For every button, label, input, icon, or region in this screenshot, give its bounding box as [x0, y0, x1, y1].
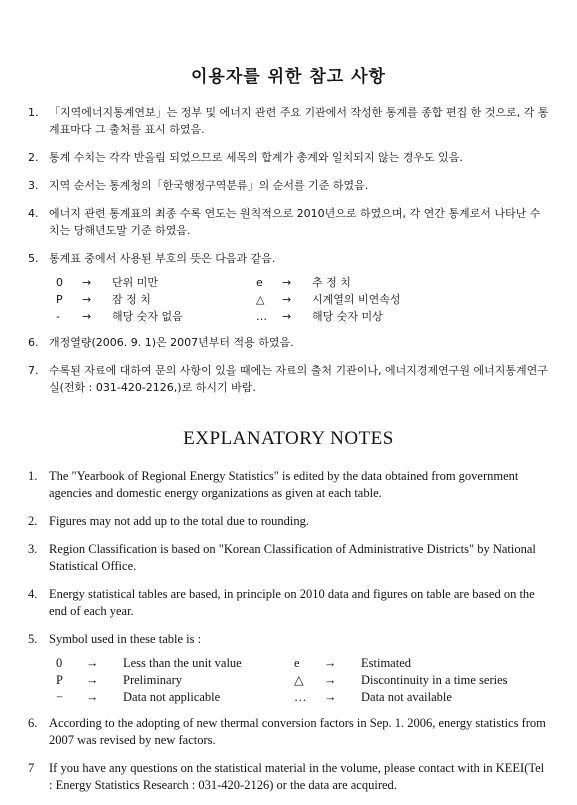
- symbol-meaning: 단위 미만: [112, 276, 159, 289]
- english-note-3: [28, 541, 550, 575]
- english-note-4: [28, 586, 550, 620]
- symbol-meaning: Data not available: [361, 690, 452, 704]
- english-symbol-table: [56, 655, 508, 706]
- note-number: 6.: [28, 716, 38, 730]
- symbol-row: [56, 689, 508, 706]
- arrow: →: [86, 673, 99, 687]
- note-text: 통계표 중에서 사용된 부호의 뜻은 다음과 같음.: [49, 252, 276, 265]
- symbol-meaning: Preliminary: [123, 673, 183, 687]
- symbol-row: [56, 672, 508, 689]
- note-text: Energy statistical tables are based, in principle on 2010 data and figures on table are based on the end of each year.: [49, 587, 535, 618]
- symbol: …: [256, 310, 267, 323]
- note-text: 개정열량(2006. 9. 1)은 2007년부터 적용 하였음.: [49, 336, 294, 349]
- symbol-meaning: 해당 숫자 미상: [312, 310, 383, 323]
- korean-note-7: [28, 362, 550, 396]
- note-text: 지역 순서는 통계청의「한국행정구역분류」의 순서를 기준 하였음.: [49, 179, 369, 192]
- note-number: 4.: [28, 207, 39, 220]
- note-text: Region Classification is based on "Korean Classification of Administrative Districts" by National Statistical Office.: [49, 542, 536, 573]
- note-number: 4.: [28, 587, 38, 601]
- note-number: 7.: [28, 364, 39, 377]
- arrow: →: [282, 276, 292, 289]
- symbol-meaning: 잠 정 치: [112, 293, 151, 306]
- korean-note-5: [28, 250, 550, 267]
- note-text: 「지역에너지통계연보」는 정부 및 에너지 관련 주요 기관에서 작성한 통계를 종합 편집 한 것으로, 각 통계표마다 그 출처를 표시 하였음.: [49, 106, 549, 136]
- symbol: e: [294, 656, 300, 670]
- note-text: Figures may not add up to the total due to rounding.: [49, 514, 310, 528]
- note-number: 1.: [28, 106, 39, 119]
- note-text: 수록된 자료에 대하여 문의 사항이 있을 때에는 자료의 출처 기관이나, 에너지경제연구원 에너지통계연구실(전화 : 031-420-2126,)로 하시기 바람.: [49, 364, 548, 394]
- arrow: →: [82, 276, 92, 289]
- note-number: 2.: [28, 514, 38, 528]
- english-note-5: [28, 631, 550, 648]
- english-note-6: [28, 715, 550, 749]
- korean-note-1: [28, 104, 550, 138]
- korean-notes-list: [28, 104, 550, 407]
- symbol-meaning: 추 정 치: [312, 276, 351, 289]
- note-text: According to the adopting of new thermal conversion factors in Sep. 1. 2006, energy statistics from 2007 was revised by new factors.: [49, 716, 546, 747]
- note-number: 2.: [28, 151, 39, 164]
- note-number: 7: [28, 761, 35, 775]
- english-title: EXPLANATORY NOTES: [183, 428, 394, 449]
- symbol: P: [56, 293, 63, 306]
- symbol: …: [294, 690, 307, 704]
- korean-note-6: [28, 334, 550, 351]
- note-number: 3.: [28, 179, 39, 192]
- symbol-row: [56, 274, 401, 291]
- english-note-2: [28, 513, 550, 530]
- symbol-row: [56, 291, 401, 308]
- arrow: →: [324, 690, 337, 704]
- symbol: e: [256, 276, 263, 289]
- english-note-1: [28, 468, 550, 502]
- note-text: Symbol used in these table is :: [49, 632, 202, 646]
- note-number: 5.: [28, 632, 38, 646]
- note-number: 5.: [28, 252, 39, 265]
- note-text: The "Yearbook of Regional Energy Statistics" is edited by the data obtained from government agencies and domestic energy organizations as given at each table.: [49, 469, 519, 500]
- symbol-meaning: Discontinuity in a time series: [361, 673, 508, 687]
- english-notes-list: [28, 468, 550, 805]
- symbol-meaning: Less than the unit value: [123, 656, 242, 670]
- arrow: →: [86, 690, 99, 704]
- symbol-meaning: Data not applicable: [123, 690, 221, 704]
- note-number: 3.: [28, 542, 38, 556]
- symbol-row: [56, 308, 401, 325]
- korean-note-4: [28, 205, 550, 239]
- symbol: -: [56, 310, 60, 323]
- symbol-meaning: 시계열의 비연속성: [312, 293, 401, 306]
- arrow: →: [282, 310, 292, 323]
- arrow: →: [324, 656, 337, 670]
- symbol: P: [56, 673, 63, 687]
- symbol-meaning: 해당 숫자 없음: [112, 310, 183, 323]
- note-text: 에너지 관련 통계표의 최종 수록 연도는 원칙적으로 2010년으로 하였으며, 각 연간 통계로서 나타난 수치는 당해년도말 기준 하였음.: [49, 207, 541, 237]
- arrow: →: [82, 310, 92, 323]
- symbol-meaning: Estimated: [361, 656, 411, 670]
- korean-title: 이용자를 위한 참고 사항: [191, 67, 386, 87]
- korean-note-2: [28, 149, 550, 166]
- symbol: −: [56, 690, 64, 704]
- note-text: If you have any questions on the statistical material in the volume, please contact with in KEEI(Tel : Energy Statistics Research : 031-420-2126) or the data are acquired.: [49, 761, 545, 792]
- arrow: →: [86, 656, 99, 670]
- symbol: 0: [56, 656, 63, 670]
- korean-note-3: [28, 177, 550, 194]
- note-number: 1.: [28, 469, 38, 483]
- english-note-7: [28, 760, 550, 794]
- symbol: △: [294, 673, 304, 687]
- korean-symbol-table: [56, 274, 401, 325]
- arrow: →: [82, 293, 92, 306]
- note-text: 통계 수치는 각각 반올림 되었으므로 세목의 합계가 총계와 일치되지 않는 경우도 있음.: [49, 151, 463, 164]
- symbol: 0: [56, 276, 63, 289]
- note-number: 6.: [28, 336, 39, 349]
- arrow: →: [324, 673, 337, 687]
- arrow: →: [282, 293, 292, 306]
- symbol-row: [56, 655, 508, 672]
- symbol: △: [256, 293, 265, 306]
